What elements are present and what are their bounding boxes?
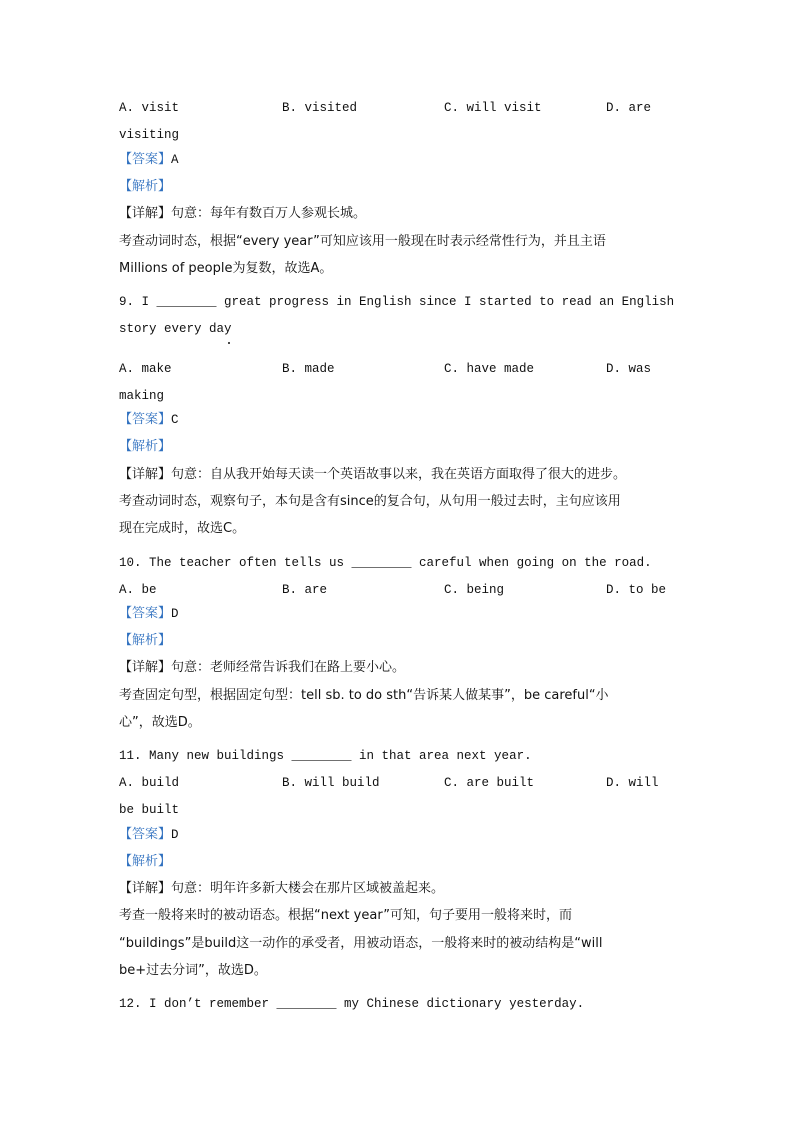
q9-answer: [119, 411, 179, 429]
answer-value: D: [171, 828, 179, 842]
q12-stem: 12. I don’t remember ________ my Chinese dictionary yesterday.: [119, 997, 585, 1011]
answer-value: C: [171, 413, 179, 427]
q9-explain-line2: 现在完成时，故选C。: [119, 521, 246, 536]
q11-option-a: A. build: [119, 776, 180, 790]
q9-analysis-label: 【解析】: [119, 439, 172, 454]
q9-detail: 【详解】句意：自从我开始每天读一个英语故事以来，我在英语方面取得了很大的进步。: [119, 467, 627, 482]
q9-option-wrap: making: [119, 389, 165, 403]
q11-option-wrap: be built: [119, 803, 180, 817]
q8-option-d: D. are: [606, 101, 652, 115]
q8-explain-line2: Millions of people为复数，故选A。: [119, 261, 333, 276]
q11-option-d: D. will: [606, 776, 659, 790]
answer-label: 【答案】: [119, 152, 172, 167]
q10-analysis-label: 【解析】: [119, 633, 172, 648]
q9-stem-line1: 9. I ________ great progress in English since I started to read an English: [119, 295, 675, 309]
q9-explain-line1: 考查动词时态，观察句子，本句是含有since的复合句，从句用一般过去时，主句应该用: [119, 494, 621, 509]
q11-explain-line2: “buildings”是build这一动作的承受者，用被动语态，一般将来时的被动结构是“will: [119, 936, 603, 951]
q8-explain-line1: 考查动词时态，根据“every year”可知应该用一般现在时表示经常性行为，并且主语: [119, 234, 606, 249]
q8-option-b: B. visited: [282, 101, 358, 115]
q10-option-c: C. being: [444, 583, 505, 597]
q10-option-a: A. be: [119, 583, 157, 597]
q10-explain-line2: 心”，故选D。: [119, 715, 201, 730]
q8-option-a: A. visit: [119, 101, 180, 115]
q10-detail: 【详解】句意：老师经常告诉我们在路上要小心。: [119, 660, 406, 675]
answer-value: A: [171, 153, 179, 167]
q11-detail: 【详解】句意：明年许多新大楼会在那片区域被盖起来。: [119, 881, 445, 896]
q9-option-d: D. was: [606, 362, 652, 376]
q11-option-b: B. will build: [282, 776, 380, 790]
q10-option-b: B. are: [282, 583, 328, 597]
q9-option-c: C. have made: [444, 362, 535, 376]
q11-explain-line3: be+过去分词”，故选D。: [119, 963, 267, 978]
q10-answer: [119, 605, 179, 623]
q8-option-c: C. will visit: [444, 101, 542, 115]
stray-dot: [228, 342, 230, 344]
q9-stem-line2: story every day: [119, 322, 232, 336]
answer-label: 【答案】: [119, 412, 172, 427]
q11-answer: [119, 826, 179, 844]
q8-detail: 【详解】句意：每年有数百万人参观长城。: [119, 206, 367, 221]
q9-option-b: B. made: [282, 362, 335, 376]
q8-answer: [119, 151, 179, 169]
q8-analysis-label: 【解析】: [119, 179, 172, 194]
q8-option-wrap: visiting: [119, 128, 180, 142]
q10-option-d: D. to be: [606, 583, 667, 597]
q11-analysis-label: 【解析】: [119, 854, 172, 869]
q10-explain-line1: 考查固定句型，根据固定句型：tell sb. to do sth“告诉某人做某事”，be careful“小: [119, 688, 609, 703]
q11-stem: 11. Many new buildings ________ in that area next year.: [119, 749, 532, 763]
answer-value: D: [171, 607, 179, 621]
q10-stem: 10. The teacher often tells us ________ careful when going on the road.: [119, 556, 652, 570]
answer-label: 【答案】: [119, 827, 172, 842]
answer-label: 【答案】: [119, 606, 172, 621]
q11-explain-line1: 考查一般将来时的被动语态。根据“next year”可知，句子要用一般将来时，而: [119, 908, 572, 923]
q11-option-c: C. are built: [444, 776, 535, 790]
q9-option-a: A. make: [119, 362, 172, 376]
